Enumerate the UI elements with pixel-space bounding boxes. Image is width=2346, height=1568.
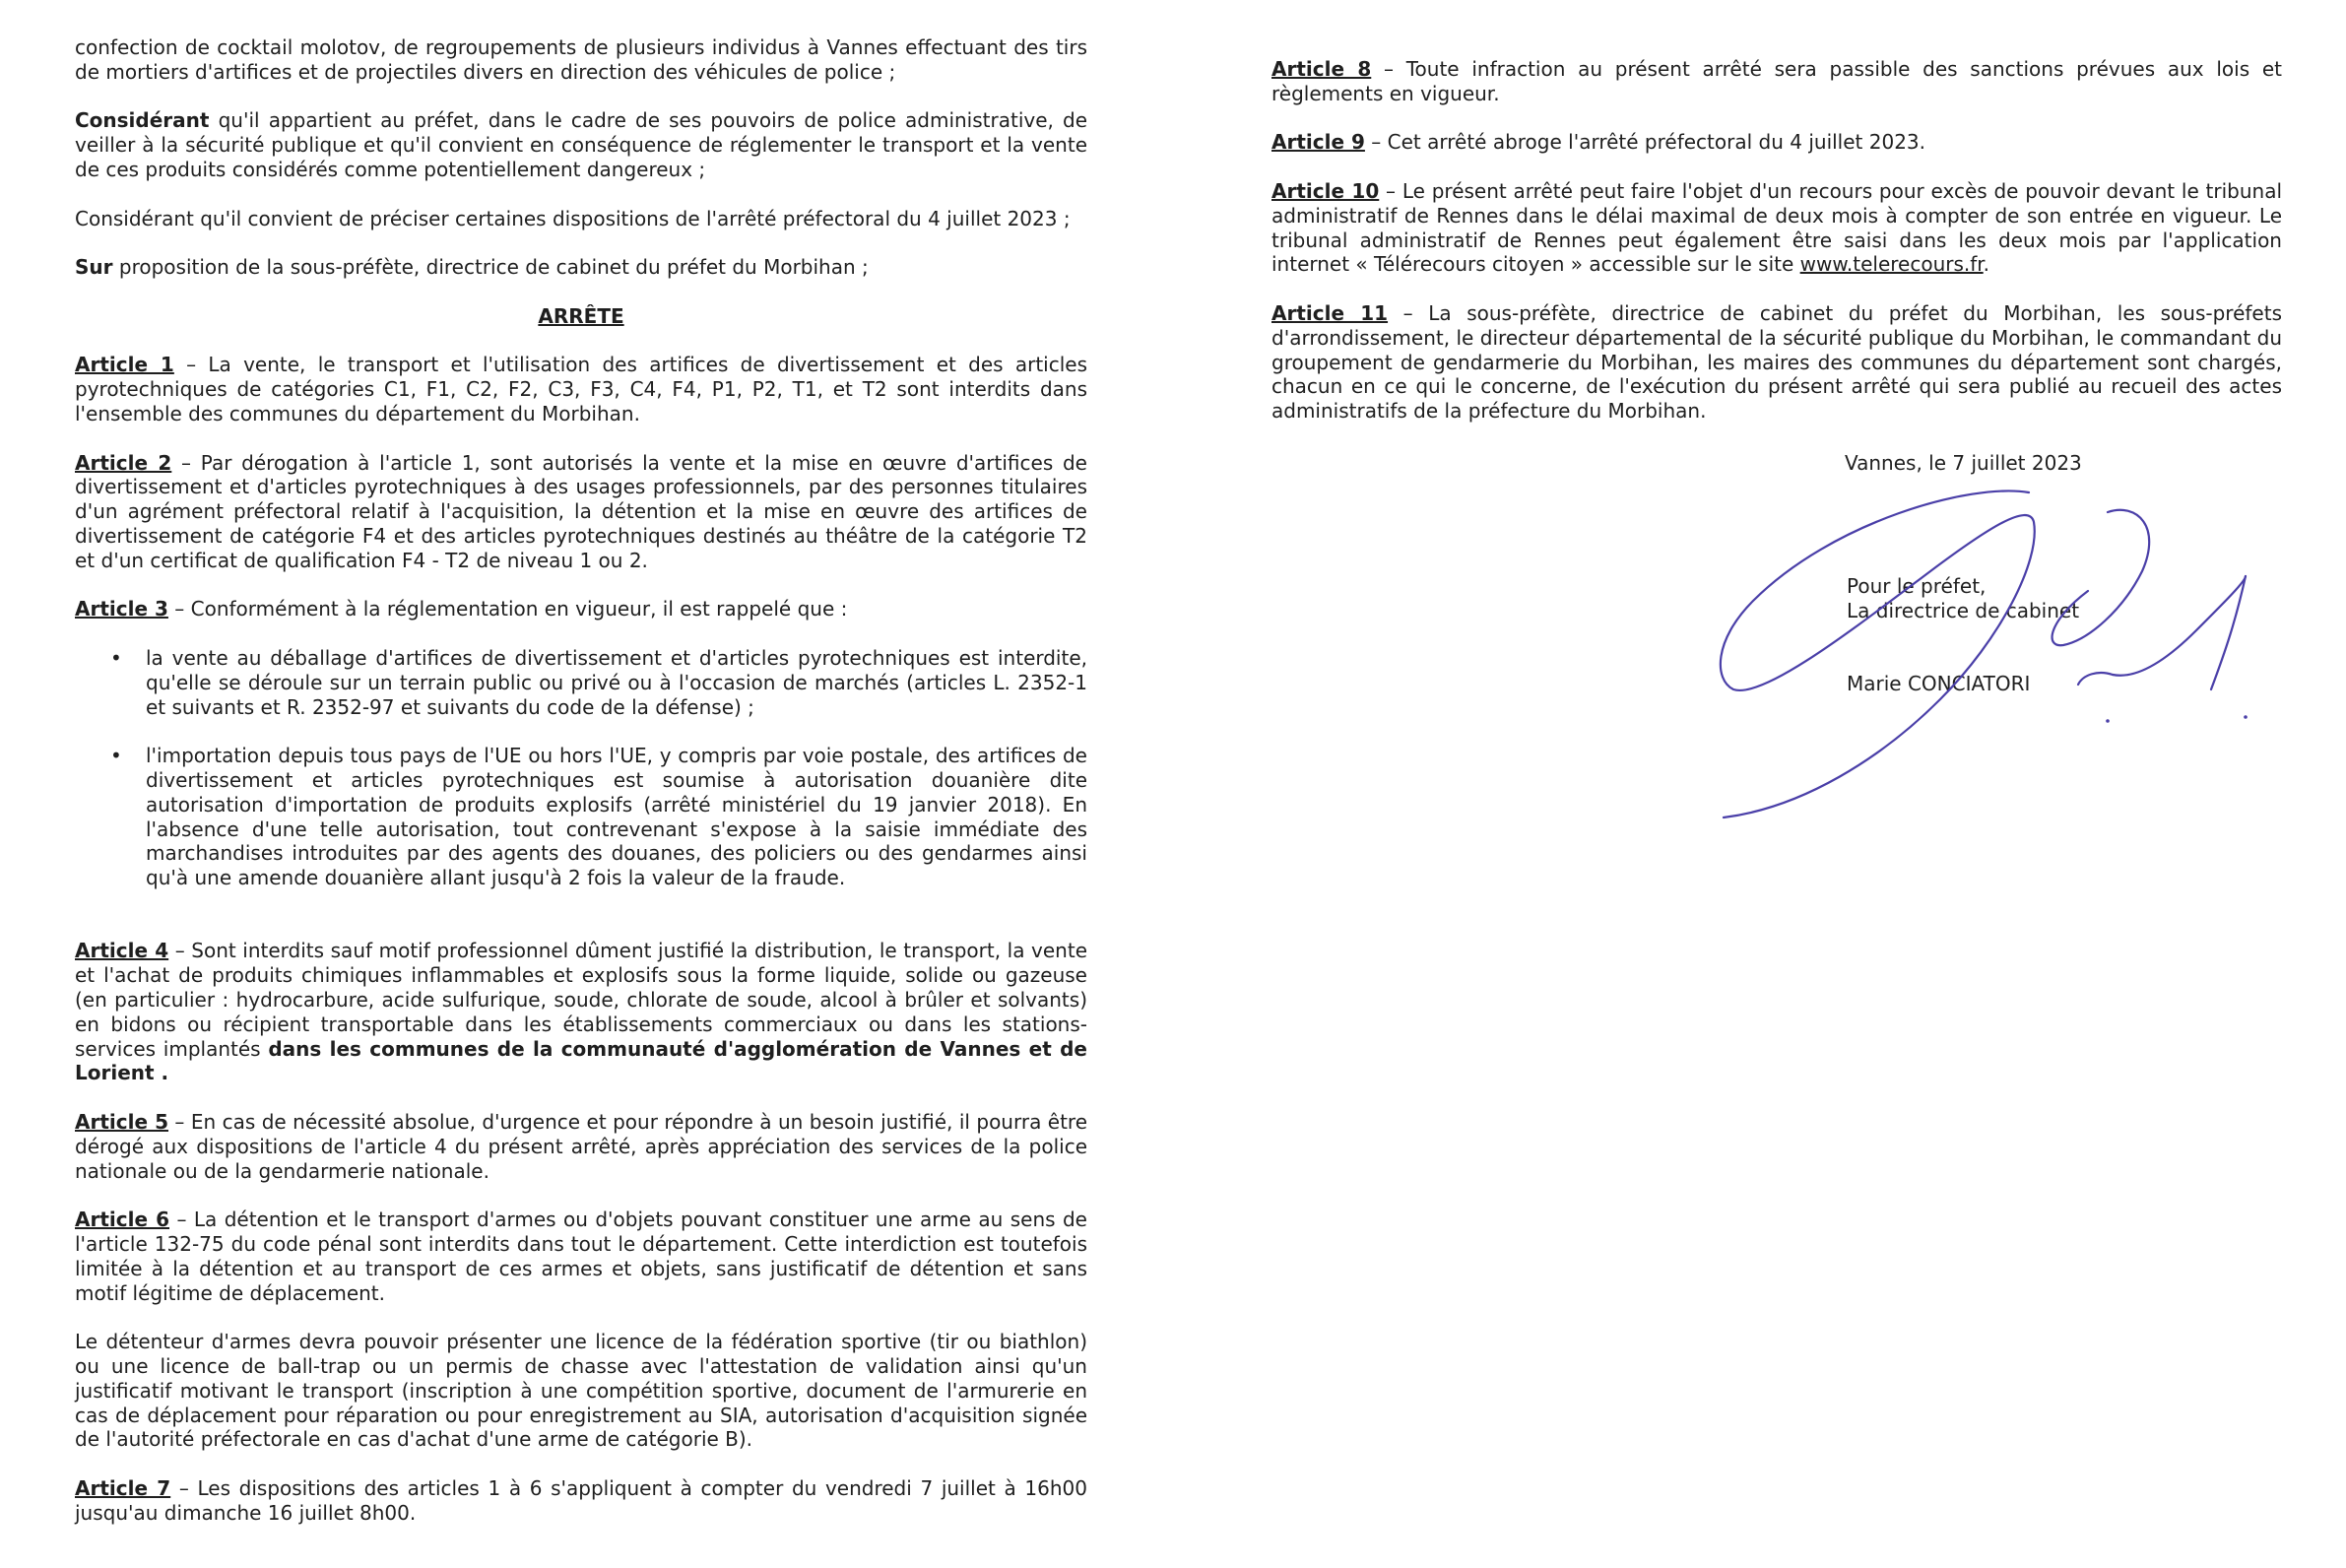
article-8-text: – Toute infraction au présent arrêté sera passible des sanctions prévues aux lois et règlements en vigueur. — [1271, 57, 2282, 105]
detenteur-paragraph: Le détenteur d'armes devra pouvoir présenter une licence de la fédération sportive (tir ou biathlon) ou une licence de ball-trap ou un permis de chasse avec l'attestation de validation ainsi qu'un justificatif motivant le transport (inscription à une compétition sportive, document de l'armurerie en cas de déplacement pour réparation ou pour enregistrement au SIA, autorisation d'acquisition signée de l'autorité préfectorale en cas d'achat d'une arme de catégorie B). — [75, 1330, 1087, 1452]
signatory-line-1: Pour le préfet, — [1847, 574, 1987, 598]
article-3-bullets — [75, 646, 1087, 890]
article-1-label: Article 1 — [75, 353, 174, 377]
article-11-text: – La sous-préfète, directrice de cabinet du préfet du Morbihan, les sous-préfets d'arrondissement, le directeur départemental de la sécurité publique du Morbihan, le commandant du groupement de gendarmerie du Morbihan, les maires des communes du département sont chargés, chacun en ce qui le concerne, de l'exécution du présent arrêté qui sera publié au recueil des actes administratifs de la préfecture du Morbihan. — [1271, 300, 2282, 424]
article-5 — [75, 1110, 1087, 1183]
bullet-text: la vente au déballage d'artifices de divertissement et d'articles pyrotechniques est interdite, qu'elle se déroule sur un terrain public ou privé ou à l'occasion de marchés (articles L. 2352-1 et suivants et R. 2352-97 et suivants du code de la défense) ; — [146, 645, 1087, 719]
bullet-icon: • — [110, 645, 122, 670]
article-10-text: – Le présent arrêté peut faire l'objet d'un recours pour excès de pouvoir devant le tribunal administratif de Rennes dans le délai maximal de deux mois à compter de son entrée en vigueur. Le tribunal administratif de Rennes peut également être saisi dans les deux mois par l'application internet « Télérecours citoyen » accessible sur le site — [1271, 178, 2283, 277]
article-9-label: Article 9 — [1271, 130, 1365, 155]
bullet-icon: • — [110, 744, 122, 768]
article-10-tail: . — [1983, 252, 1990, 277]
article-6 — [75, 1208, 1087, 1305]
article-10-label: Article 10 — [1271, 178, 1380, 203]
right-column — [1271, 57, 2282, 448]
article-7-label: Article 7 — [75, 1476, 171, 1501]
article-5-label: Article 5 — [75, 1110, 168, 1135]
article-1 — [75, 353, 1087, 425]
sur-proposition-paragraph — [75, 255, 1087, 280]
article-3 — [75, 597, 1087, 621]
left-column — [75, 35, 1087, 1549]
article-7-text: – Les dispositions des articles 1 à 6 s'appliquent à compter du vendredi 7 juillet à 16h00 jusqu'au dimanche 16 juillet 8h00. — [75, 1476, 1087, 1525]
article-2 — [75, 451, 1087, 573]
signatory-block — [1847, 574, 2079, 623]
article-4-label: Article 4 — [75, 939, 169, 963]
considerant-text: qu'il appartient au préfet, dans le cadre de ses pouvoirs de police administrative, de veiller à la sécurité publique et qu'il convient en conséquence de réglementer le transport et la vente de ces produits considérés comme potentiellement dangereux ; — [75, 108, 1087, 181]
article-10 — [1271, 179, 2282, 277]
bullet-text: l'importation depuis tous pays de l'UE ou hors l'UE, y compris par voie postale, des artifices de divertissement et articles pyrotechniques est soumise à autorisation douanière dite autorisation d'importation de produits explosifs (arrêté ministériel du 19 janvier 2018). En l'absence d'une telle autorisation, tout contrevenant s'expose à la saisie immédiate des marchandises introduites par des agents des douanes, des policiers ou des gendarmes ainsi qu'à une amende douanière allant jusqu'à 2 fois la valeur de la fraude. — [146, 744, 1087, 890]
list-item — [75, 744, 1087, 890]
article-11 — [1271, 301, 2282, 424]
article-2-label: Article 2 — [75, 450, 172, 475]
article-8 — [1271, 57, 2282, 106]
considerant-lead: Considérant — [75, 108, 210, 133]
article-9 — [1271, 130, 2282, 155]
article-6-text: – La détention et le transport d'armes ou d'objets pouvant constituer une arme au sens de l'article 132-75 du code pénal sont interdits dans tout le département. Cette interdiction est toutefois limitée à la détention et au transport de ces armes et objets, sans justificatif de détention et sans motif légitime de déplacement. — [75, 1208, 1087, 1305]
intro-paragraph: confection de cocktail molotov, de regroupements de plusieurs individus à Vannes effectuant des tirs de mortiers d'artifices et de projectiles divers en direction des véhicules de police ; — [75, 35, 1087, 84]
article-4-emphasis: dans les communes de la communauté d'agglomération de Vannes et de Lorient . — [75, 1036, 1087, 1085]
sur-lead: Sur — [75, 255, 113, 280]
article-3-label: Article 3 — [75, 597, 168, 621]
signatory-name: Marie CONCIATORI — [1847, 672, 2031, 695]
list-item — [75, 646, 1087, 719]
article-4 — [75, 939, 1087, 1085]
telerecours-link[interactable]: www.telerecours.fr — [1799, 252, 1984, 277]
article-7 — [75, 1476, 1087, 1526]
article-2-text: – Par dérogation à l'article 1, sont autorisés la vente et la mise en œuvre d'artifices de divertissement et d'articles pyrotechniques à des usages professionnels, par des personnes titulaires d'un agrément préfectoral relatif à l'acquisition, la détention et la mise en œuvre des artifices de divertissement de catégorie F4 et des articles pyrotechniques destinés au théâtre de la catégorie T2 et d'un certificat de qualification F4 - T2 de niveau 1 ou 2. — [75, 450, 1087, 572]
article-8-label: Article 8 — [1271, 57, 1372, 81]
article-5-text: – En cas de nécessité absolue, d'urgence et pour répondre à un besoin justifié, il pourra être dérogé aux dispositions de l'article 4 du présent arrêté, après appréciation des services de la police nationale ou de la gendarmerie nationale. — [75, 1110, 1087, 1183]
considerant-paragraph-2: Considérant qu'il convient de préciser certaines dispositions de l'arrêté préfectoral du 4 juillet 2023 ; — [75, 206, 1071, 230]
article-3-text: – Conformément à la réglementation en vigueur, il est rappelé que : — [167, 597, 848, 621]
article-11-label: Article 11 — [1271, 300, 1389, 325]
article-9-text: – Cet arrêté abroge l'arrêté préfectoral du 4 juillet 2023. — [1364, 130, 1925, 155]
considerant-paragraph-1 — [75, 108, 1087, 181]
arrete-heading: ARRÊTE — [538, 303, 624, 328]
signatory-line-2: La directrice de cabinet — [1847, 598, 2080, 622]
sur-text: proposition de la sous-préfète, directrice de cabinet du préfet du Morbihan ; — [112, 255, 869, 280]
place-date: Vannes, le 7 juillet 2023 — [1845, 451, 2082, 475]
article-6-label: Article 6 — [75, 1208, 169, 1232]
article-1-text: – La vente, le transport et l'utilisation des artifices de divertissement et des articles pyrotechniques de catégories C1, F1, C2, F2, C3, F3, C4, F4, P1, P2, T1, et T2 sont interdits dans l'ensemble des communes du département du Morbihan. — [75, 353, 1087, 425]
article-4-text: – Sont interdits sauf motif professionnel dûment justifié la distribution, le transport, la vente et l'achat de produits chimiques inflammables et explosifs sous la forme liquide, solide ou gazeuse (en particulier : hydrocarbure, acide sulfurique, soude, chlorate de soude, alcool à brûler et solvants) en bidons ou récipient transportable dans les établissements commerciaux ou dans les stations-services implantés — [75, 939, 1087, 1061]
